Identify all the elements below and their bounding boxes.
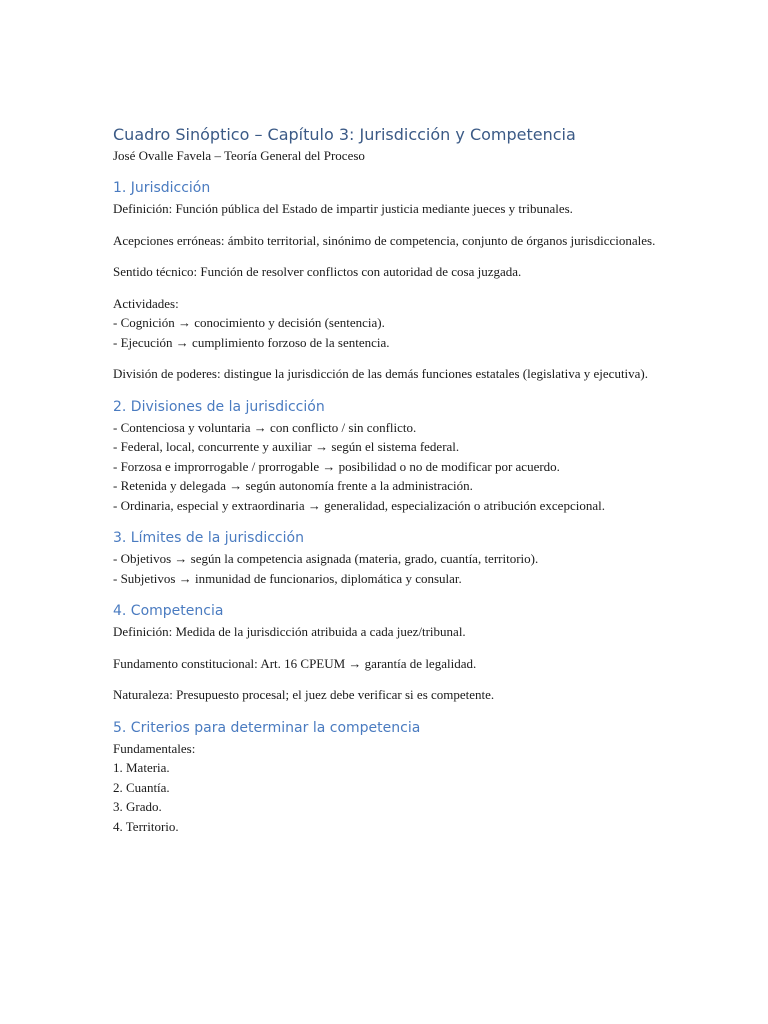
- document-page: [113, 124, 658, 836]
- text-line: 4. Territorio.: [113, 818, 179, 834]
- text-line: 1. Materia.: [113, 760, 170, 775]
- section-5: [113, 718, 658, 837]
- paragraph: [113, 231, 658, 251]
- paragraph: [113, 199, 658, 219]
- document-title: Cuadro Sinóptico – Capítulo 3: Jurisdicción y Competencia: [113, 125, 576, 144]
- paragraph: [113, 294, 658, 353]
- paragraph: [113, 262, 658, 282]
- section-heading: 3. Límites de la jurisdicción: [113, 530, 304, 546]
- section-2: [113, 397, 658, 516]
- section-heading: 5. Criterios para determinar la competencia: [113, 719, 421, 736]
- section-1: [113, 178, 658, 384]
- text-line: - Objetivos → según la competencia asignada (materia, grado, cuantía, territorio).: [113, 551, 539, 566]
- document-subtitle: José Ovalle Favela – Teoría General del Proceso: [113, 148, 365, 163]
- text-line: - Subjetivos → inmunidad de funcionarios, diplomática y consular.: [113, 570, 462, 586]
- paragraph: [113, 622, 658, 642]
- section-3: [113, 528, 658, 588]
- section-4: [113, 601, 658, 705]
- text-line: Definición: Medida de la jurisdicción atribuida a cada juez/tribunal.: [113, 624, 466, 639]
- paragraph: [113, 654, 658, 674]
- paragraph: [113, 364, 658, 384]
- text-line: Definición: Función pública del Estado de impartir justicia mediante jueces y tribunales.: [113, 201, 573, 216]
- paragraph: [113, 739, 658, 837]
- text-line: Fundamentales:: [113, 740, 196, 756]
- text-line: Fundamento constitucional: Art. 16 CPEUM → garantía de legalidad.: [113, 655, 477, 671]
- document-body: [113, 178, 658, 836]
- paragraph: [113, 418, 658, 516]
- text-line: Naturaleza: Presupuesto procesal; el juez debe verificar si es competente.: [113, 687, 495, 702]
- text-line: - Retenida y delegada → según autonomía frente a la administración.: [113, 478, 473, 493]
- section-heading: 1. Jurisdicción: [113, 180, 211, 196]
- text-line: División de poderes: distingue la jurisdicción de las demás funciones estatales (legislativa y ejecutiva).: [113, 366, 649, 381]
- paragraph: [113, 549, 658, 588]
- text-line: - Forzosa e improrrogable / prorrogable → posibilidad o no de modificar por acuerdo.: [113, 458, 560, 474]
- text-line: Sentido técnico: Función de resolver conflictos con autoridad de cosa juzgada.: [113, 264, 522, 279]
- text-line: Actividades:: [113, 295, 179, 311]
- text-line: - Ordinaria, especial y extraordinaria → generalidad, especialización o atribución excepcional.: [113, 497, 605, 513]
- text-line: - Contenciosa y voluntaria → con conflicto / sin conflicto.: [113, 419, 417, 435]
- paragraph: [113, 685, 658, 705]
- text-line: 2. Cuantía.: [113, 779, 170, 795]
- text-line: - Cognición → conocimiento y decisión (sentencia).: [113, 315, 385, 330]
- text-line: Acepciones erróneas: ámbito territorial, sinónimo de competencia, conjunto de órganos jurisdiccionales.: [113, 232, 656, 248]
- text-line: 3. Grado.: [113, 799, 162, 814]
- text-line: - Federal, local, concurrente y auxiliar → según el sistema federal.: [113, 439, 460, 454]
- section-heading: 4. Competencia: [113, 603, 224, 619]
- section-heading: 2. Divisiones de la jurisdicción: [113, 398, 325, 415]
- text-line: - Ejecución → cumplimiento forzoso de la sentencia.: [113, 334, 390, 350]
